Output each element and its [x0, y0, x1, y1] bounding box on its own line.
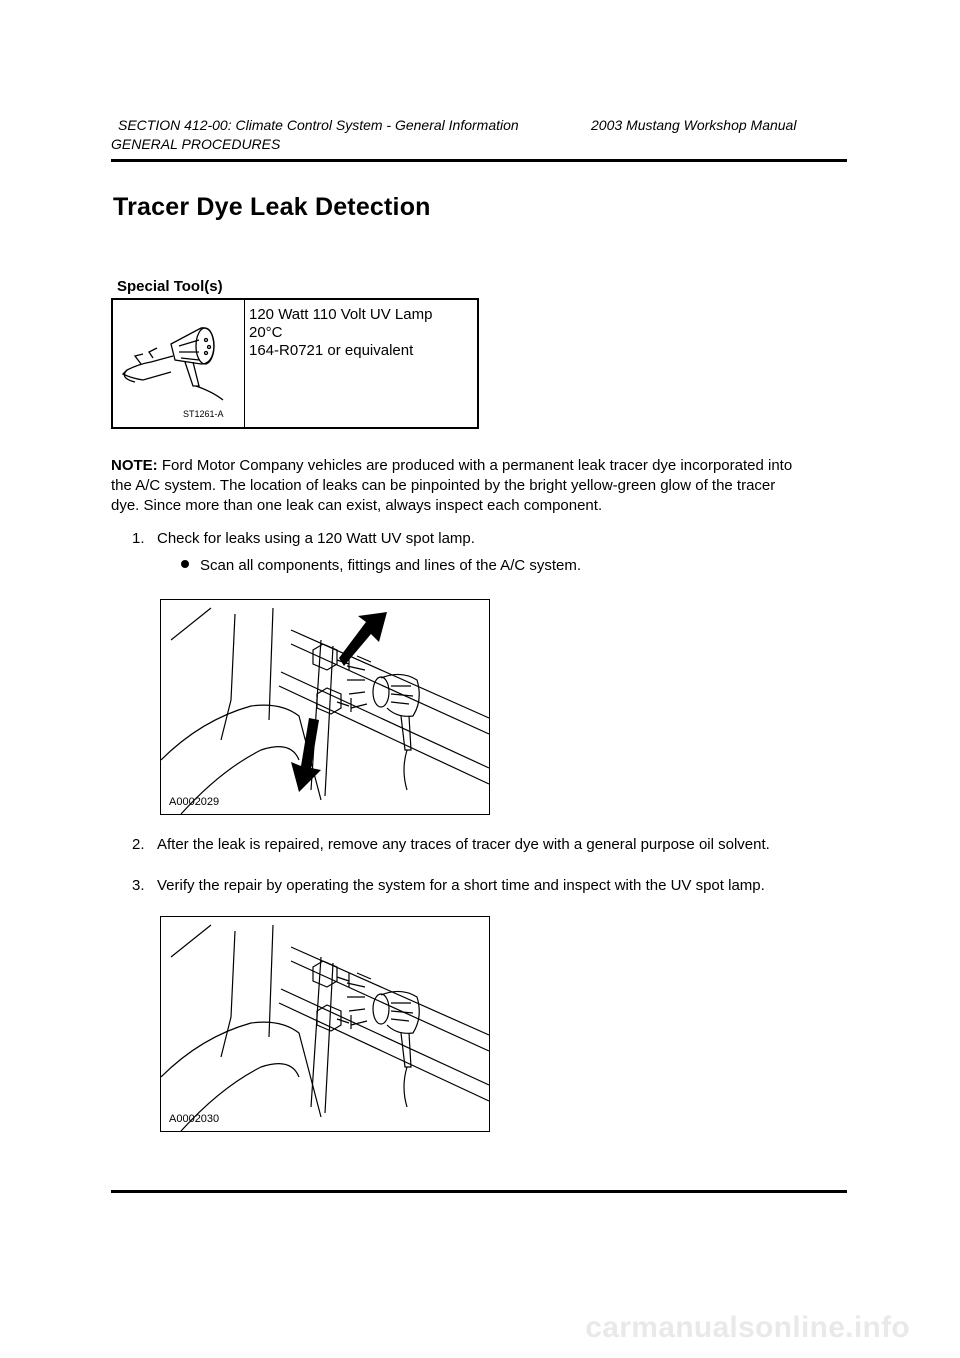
- figure-label: A0002030: [169, 1113, 220, 1125]
- step-3: [132, 876, 852, 896]
- uv-lamp-icon: [113, 300, 244, 427]
- uv-lamp-illustration: [113, 300, 245, 427]
- step-number: 1.: [132, 530, 145, 547]
- step-text: Verify the repair by operating the system for a short time and inspect with the UV spot lamp.: [157, 877, 765, 894]
- page-title: Tracer Dye Leak Detection: [113, 193, 431, 221]
- step-text: After the leak is repaired, remove any traces of tracer dye with a general purpose oil solvent.: [157, 836, 770, 853]
- tool-description: [249, 306, 432, 360]
- step-text: Check for leaks using a 120 Watt UV spot lamp.: [157, 530, 475, 547]
- figure-a0002029: [160, 599, 490, 815]
- note-line-2: the A/C system. The location of leaks can be pinpointed by the bright yellow-green glow of the tracer: [111, 477, 776, 494]
- special-tools-table: [111, 298, 479, 429]
- bullet-text: Scan all components, fittings and lines of the A/C system.: [200, 557, 582, 574]
- figure-a0002030: [160, 916, 490, 1132]
- special-tools-heading: Special Tool(s): [117, 278, 223, 295]
- bullet-item: [181, 556, 581, 576]
- tool-spec: 20°C: [249, 324, 283, 341]
- figure-label: A0002029: [169, 796, 220, 808]
- watermark: carmanualsonline.info: [585, 1311, 910, 1344]
- category-label: GENERAL PROCEDURES: [111, 136, 281, 152]
- step-number: 3.: [132, 877, 145, 894]
- step-2: [132, 835, 852, 855]
- note-line-3: dye. Since more than one leak can exist, always inspect each component.: [111, 497, 603, 514]
- manual-title: 2003 Mustang Workshop Manual: [591, 117, 797, 133]
- tool-name: 120 Watt 110 Volt UV Lamp: [249, 306, 433, 323]
- note-line-1: Ford Motor Company vehicles are produced with a permanent leak tracer dye incorporated into: [161, 457, 793, 474]
- section-title: SECTION 412-00: Climate Control System - General Information: [118, 117, 519, 133]
- footer-divider: [111, 1190, 847, 1193]
- tool-part-number: 164-R0721 or equivalent: [249, 342, 414, 359]
- bullet-icon: [181, 560, 189, 568]
- step-1: [132, 529, 852, 549]
- ac-lines-arrows-illustration: [161, 600, 489, 814]
- tool-image-label: ST1261-A: [183, 409, 224, 419]
- ac-lines-illustration: [161, 917, 489, 1131]
- header-divider: [111, 159, 847, 162]
- note-paragraph: [111, 456, 841, 516]
- step-number: 2.: [132, 836, 145, 853]
- note-label: NOTE:: [111, 457, 158, 474]
